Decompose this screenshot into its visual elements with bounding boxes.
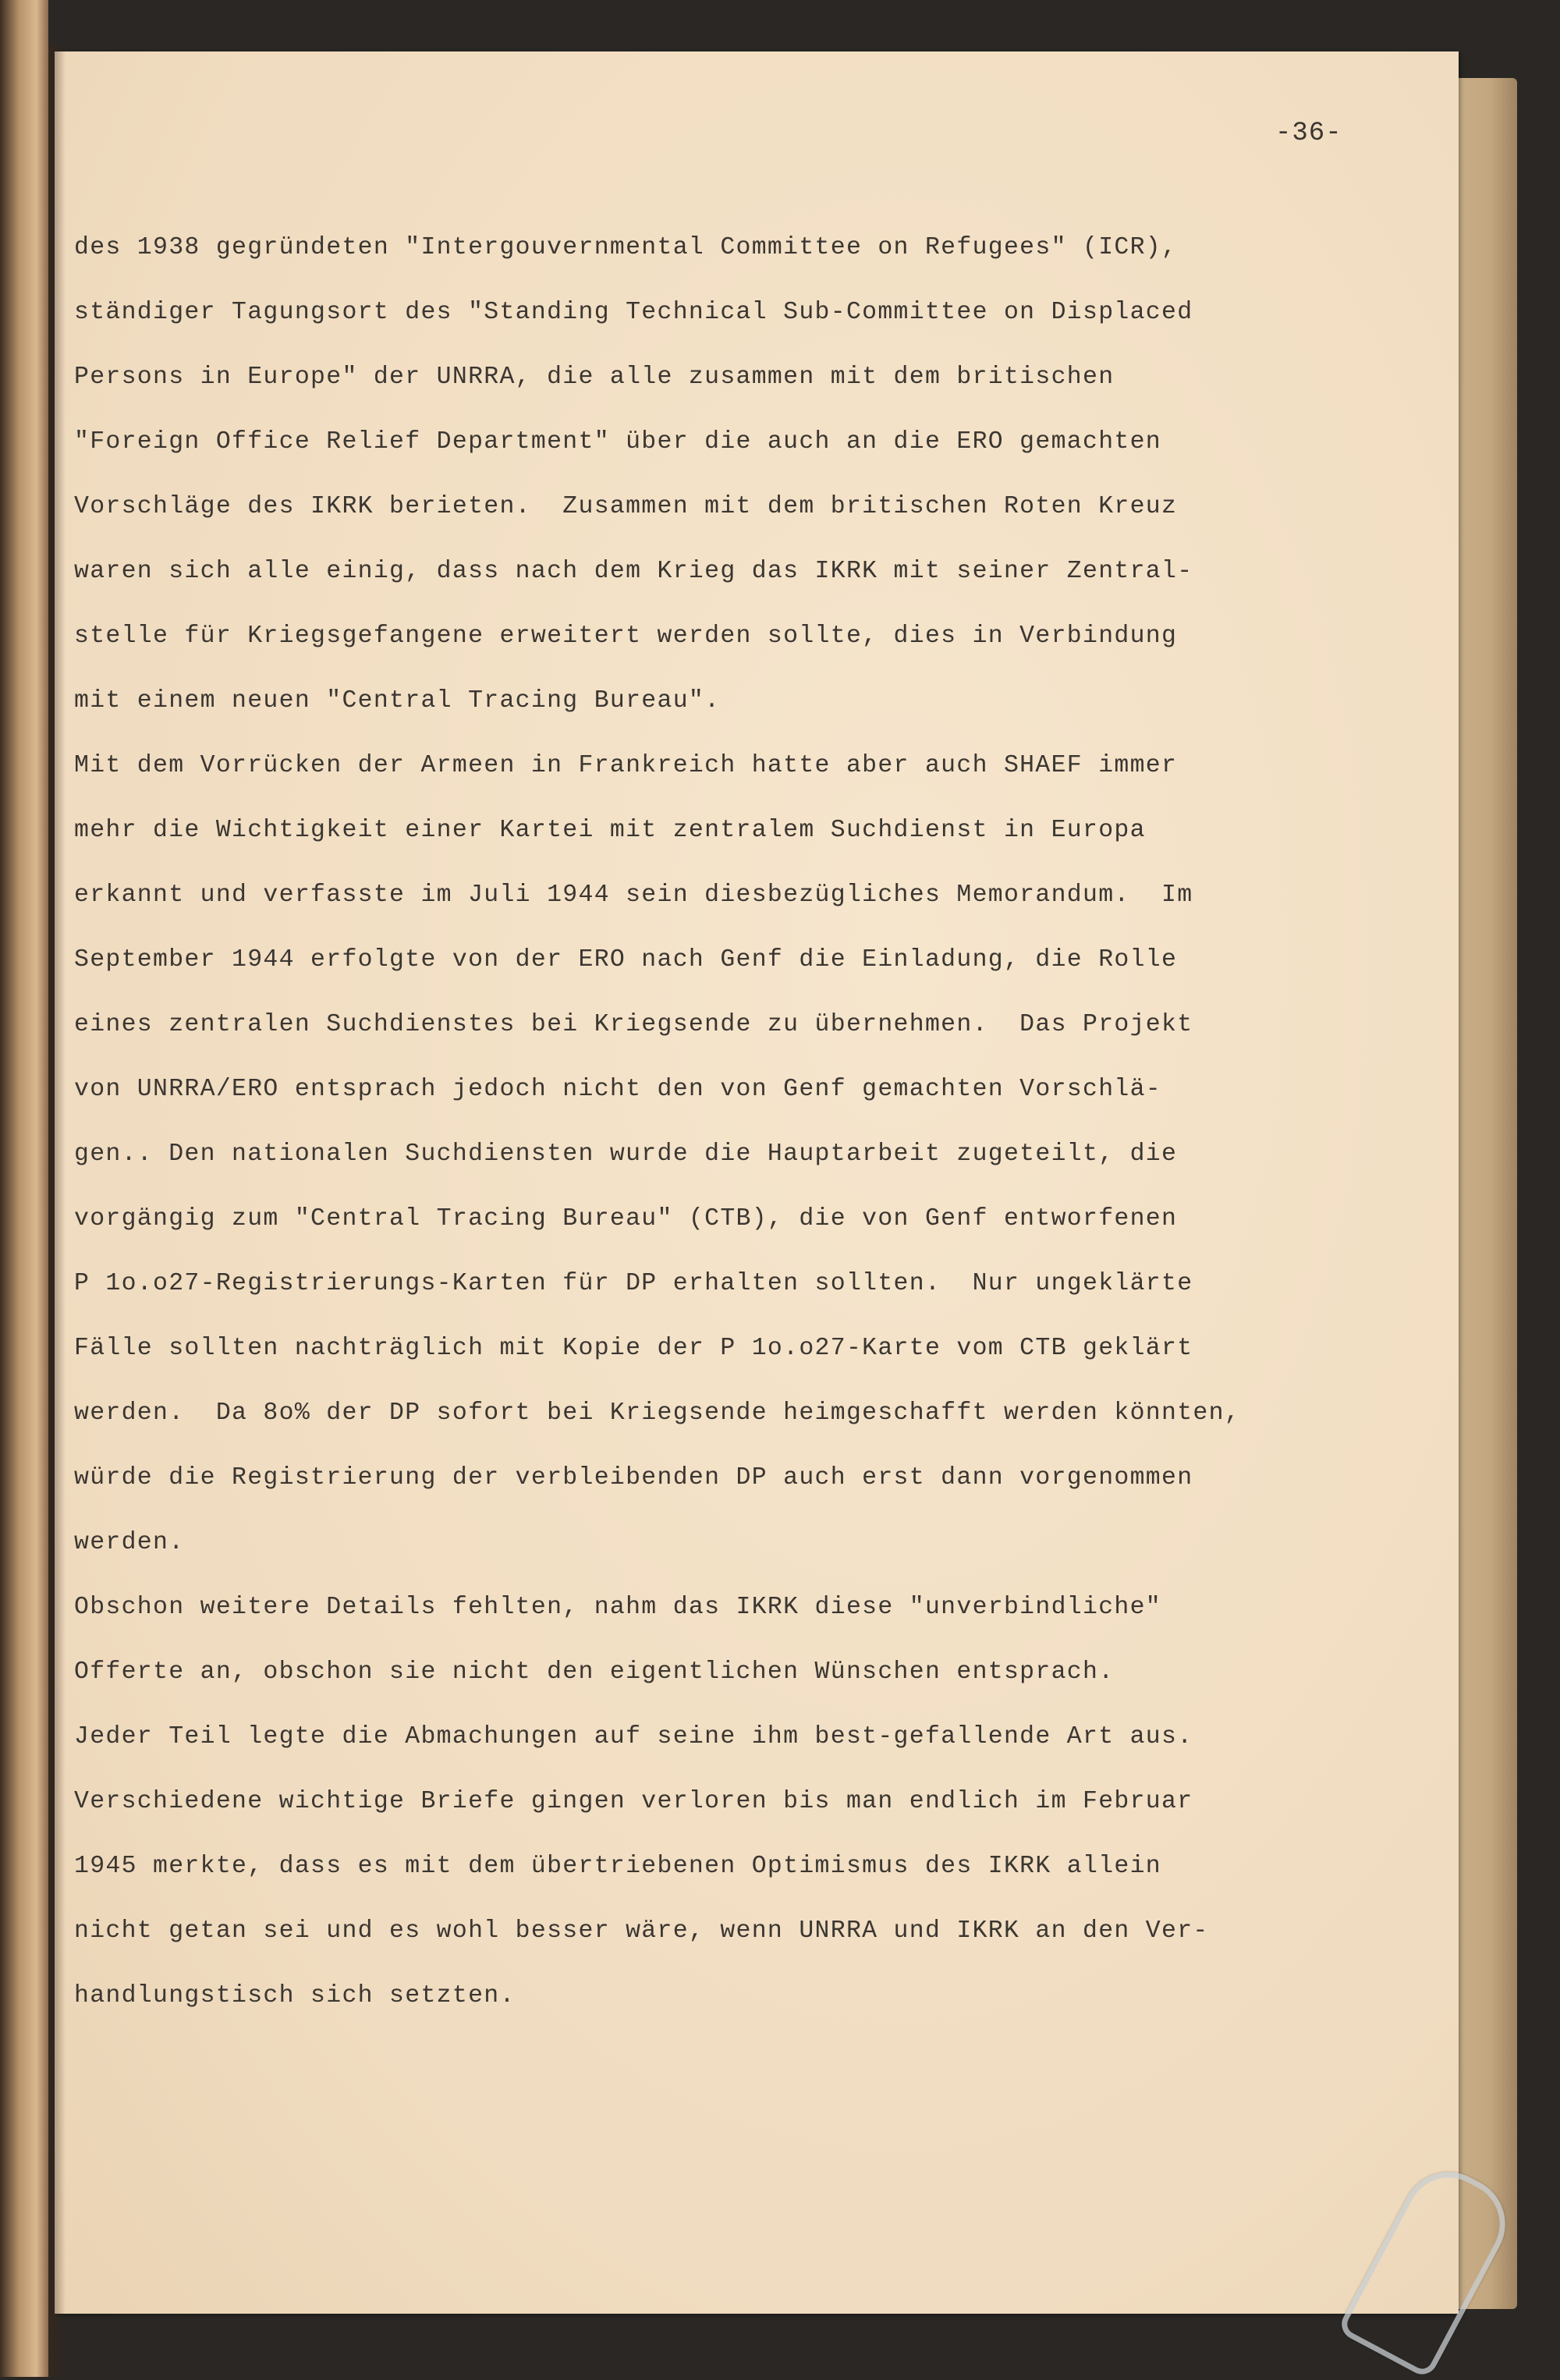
text-line: Fälle sollten nachträglich mit Kopie der P 1o.o27-Karte vom CTB geklärt: [74, 1335, 1193, 1362]
text-line: erkannt und verfasste im Juli 1944 sein diesbezügliches Memorandum. Im: [74, 881, 1193, 909]
text-line: gen.. Den nationalen Suchdiensten wurde die Hauptarbeit zugeteilt, die: [74, 1140, 1178, 1168]
text-line: stelle für Kriegsgefangene erweitert werden sollte, dies in Verbindung: [74, 622, 1178, 650]
text-line: werden. Da 8o% der DP sofort bei Kriegsende heimgeschafft werden könnten,: [74, 1399, 1241, 1427]
text-line: Vorschläge des IKRK berieten. Zusammen mit dem britischen Roten Kreuz: [74, 493, 1178, 520]
text-line: eines zentralen Suchdienstes bei Kriegsende zu übernehmen. Das Projekt: [74, 1011, 1193, 1038]
text-line: 1945 merkte, dass es mit dem übertriebenen Optimismus des IKRK allein: [74, 1853, 1162, 1880]
text-line: handlungstisch sich setzten.: [74, 1982, 516, 2009]
text-line: "Foreign Office Relief Department" über die auch an die ERO gemachten: [74, 428, 1162, 456]
text-line: P 1o.o27-Registrierungs-Karten für DP erhalten sollten. Nur ungeklärte: [74, 1270, 1193, 1297]
text-line: würde die Registrierung der verbleibenden DP auch erst dann vorgenommen: [74, 1464, 1193, 1491]
text-line: Jeder Teil legte die Abmachungen auf seine ihm best-gefallende Art aus.: [74, 1723, 1193, 1750]
text-line: Mit dem Vorrücken der Armeen in Frankreich hatte aber auch SHAEF immer: [74, 752, 1178, 779]
text-line: Persons in Europe" der UNRRA, die alle zusammen mit dem britischen: [74, 364, 1115, 391]
text-line: mit einem neuen "Central Tracing Bureau".: [74, 687, 721, 715]
text-line: mehr die Wichtigkeit einer Kartei mit zentralem Suchdienst in Europa: [74, 817, 1146, 844]
text-line: nicht getan sei und es wohl besser wäre, wenn UNRRA und IKRK an den Ver-: [74, 1917, 1209, 1945]
book-binding: [0, 0, 48, 2377]
text-line: des 1938 gegründeten "Intergouvernmental Committee on Refugees" (ICR),: [74, 234, 1178, 261]
text-line: vorgängig zum "Central Tracing Bureau" (CTB), die von Genf entworfenen: [74, 1205, 1178, 1233]
text-line: werden.: [74, 1529, 185, 1556]
text-line: Offerte an, obschon sie nicht den eigentlichen Wünschen entsprach.: [74, 1658, 1115, 1686]
page-number: -36-: [1275, 119, 1342, 148]
text-line: September 1944 erfolgte von der ERO nach Genf die Einladung, die Rolle: [74, 946, 1178, 974]
text-line: Obschon weitere Details fehlten, nahm das IKRK diese "unverbindliche": [74, 1594, 1162, 1621]
document-page: [55, 51, 1459, 2314]
text-line: waren sich alle einig, dass nach dem Krieg das IKRK mit seiner Zentral-: [74, 558, 1193, 585]
text-line: ständiger Tagungsort des "Standing Technical Sub-Committee on Displaced: [74, 299, 1193, 326]
spine-shadow: [48, 47, 66, 2377]
text-line: von UNRRA/ERO entsprach jedoch nicht den von Genf gemachten Vorschlä-: [74, 1076, 1162, 1103]
text-line: Verschiedene wichtige Briefe gingen verloren bis man endlich im Februar: [74, 1788, 1193, 1815]
